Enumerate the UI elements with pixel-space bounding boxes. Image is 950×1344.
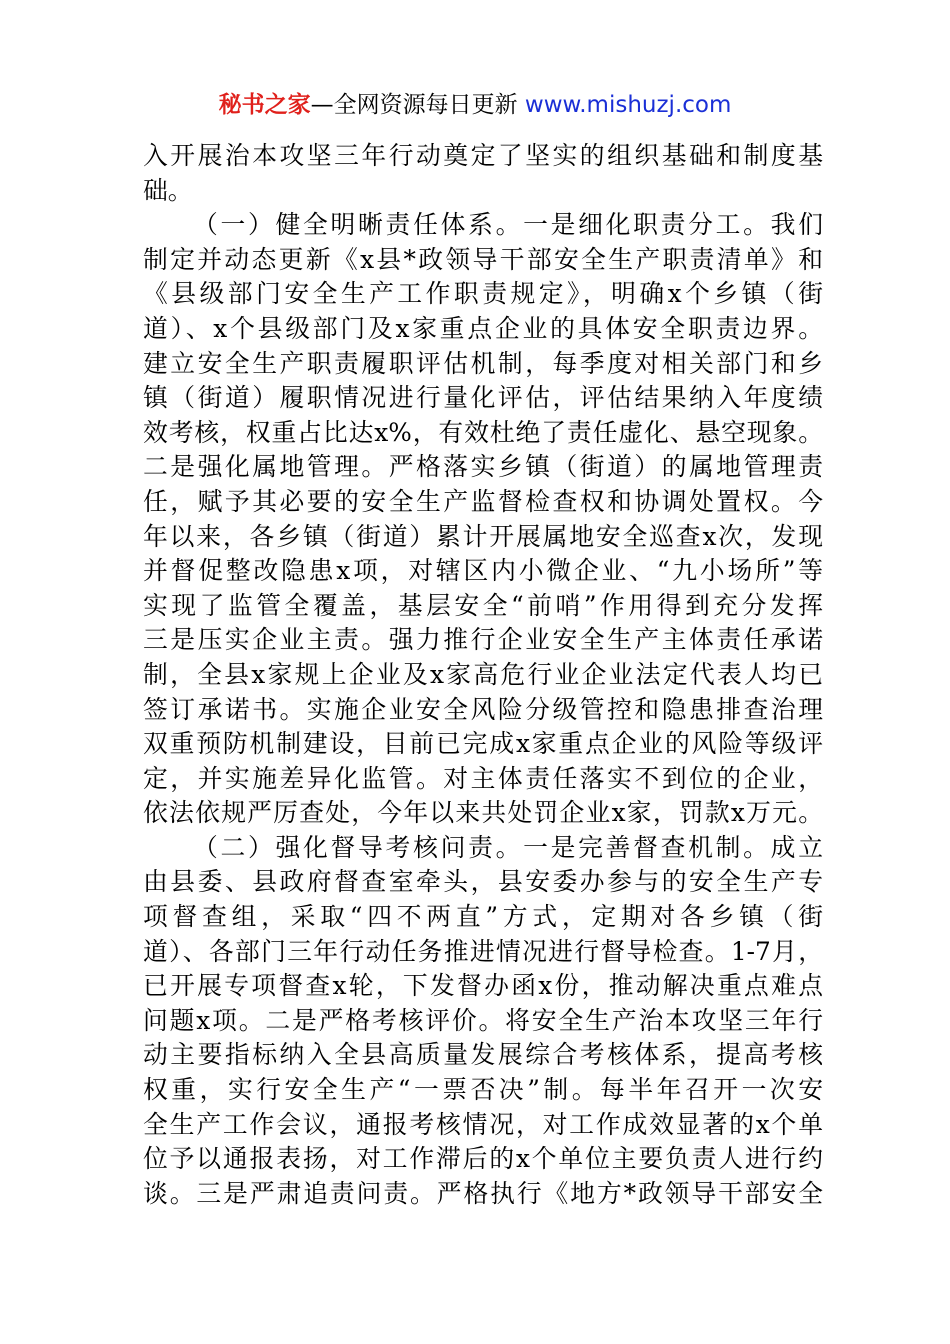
text-line: 位予以通报表扬，对工作滞后的x个单位主要负责人进行约 <box>143 1144 823 1174</box>
text-line: 签订承诺书。实施企业安全风险分级管控和隐患排查治理 <box>143 694 823 724</box>
text-line: 已开展专项督查x轮，下发督办函x份，推动解决重点难点 <box>143 971 823 1001</box>
text-line: 双重预防机制建设，目前已完成x家重点企业的风险等级评 <box>143 729 823 759</box>
text-line: 镇（街道）履职情况进行量化评估，评估结果纳入年度绩 <box>143 383 823 413</box>
text-line: 二是强化属地管理。严格落实乡镇（街道）的属地管理责 <box>143 452 823 482</box>
text-line: （一）健全明晰责任体系。一是细化职责分工。我们 <box>193 210 823 240</box>
text-line: 全生产工作会议，通报考核情况，对工作成效显著的x个单 <box>143 1109 823 1139</box>
text-line: 制定并动态更新《x县*政领导干部安全生产职责清单》和 <box>143 244 823 274</box>
text-line: （二）强化督导考核问责。一是完善督查机制。成立 <box>193 832 823 862</box>
text-line: 《县级部门安全生产工作职责规定》，明确x个乡镇（街 <box>143 279 823 309</box>
text-line: 入开展治本攻坚三年行动奠定了坚实的组织基础和制度基 <box>143 141 823 170</box>
site-header <box>0 88 950 122</box>
text-line: 效考核，权重占比达x%，有效杜绝了责任虚化、悬空现象。 <box>143 417 823 447</box>
text-line: 项督查组，采取“四不两直”方式，定期对各乡镇（街 <box>143 902 823 932</box>
text-line: 并督促整改隐患x项，对辖区内小微企业、“九小场所”等 <box>143 556 823 586</box>
text-line: 动主要指标纳入全县高质量发展综合考核体系，提高考核 <box>143 1040 823 1070</box>
text-line: 权重，实行安全生产“一票否决”制。每半年召开一次安 <box>143 1075 823 1105</box>
text-line: 础。 <box>143 175 193 205</box>
text-line: 道）、各部门三年行动任务推进情况进行督导检查。1-7月， <box>143 936 823 966</box>
site-brand: 秘书之家 <box>218 92 311 118</box>
text-line: 道）、x个县级部门及x家重点企业的具体安全职责边界。 <box>143 313 823 343</box>
text-line: 依法依规严厉查处，今年以来共处罚企业x家，罚款x万元。 <box>143 798 823 828</box>
text-line: 谈。三是严肃追责问责。严格执行《地方*政领导干部安全 <box>143 1178 823 1208</box>
text-line: 制，全县x家规上企业及x家高危行业企业法定代表人均已 <box>143 659 823 689</box>
text-line: 任，赋予其必要的安全生产监督检查权和协调处置权。今 <box>143 486 823 516</box>
text-line: 年以来，各乡镇（街道）累计开展属地安全巡查x次，发现 <box>143 521 823 551</box>
document-body <box>143 139 823 1211</box>
text-line: 定，并实施差异化监管。对主体责任落实不到位的企业， <box>143 763 823 793</box>
text-line: 实现了监管全覆盖，基层安全“前哨”作用得到充分发挥 <box>143 590 823 620</box>
text-line: 三是压实企业主责。强力推行企业安全生产主体责任承诺 <box>143 625 823 655</box>
text-line: 由县委、县政府督查室牵头，县安委办参与的安全生产专 <box>143 867 823 897</box>
text-line: 问题x项。二是严格考核评价。将安全生产治本攻坚三年行 <box>143 1005 823 1035</box>
site-tagline: —全网资源每日更新 <box>310 92 525 118</box>
text-line: 建立安全生产职责履职评估机制，每季度对相关部门和乡 <box>143 348 823 378</box>
site-url-link[interactable]: www.mishuzj.com <box>524 92 732 118</box>
